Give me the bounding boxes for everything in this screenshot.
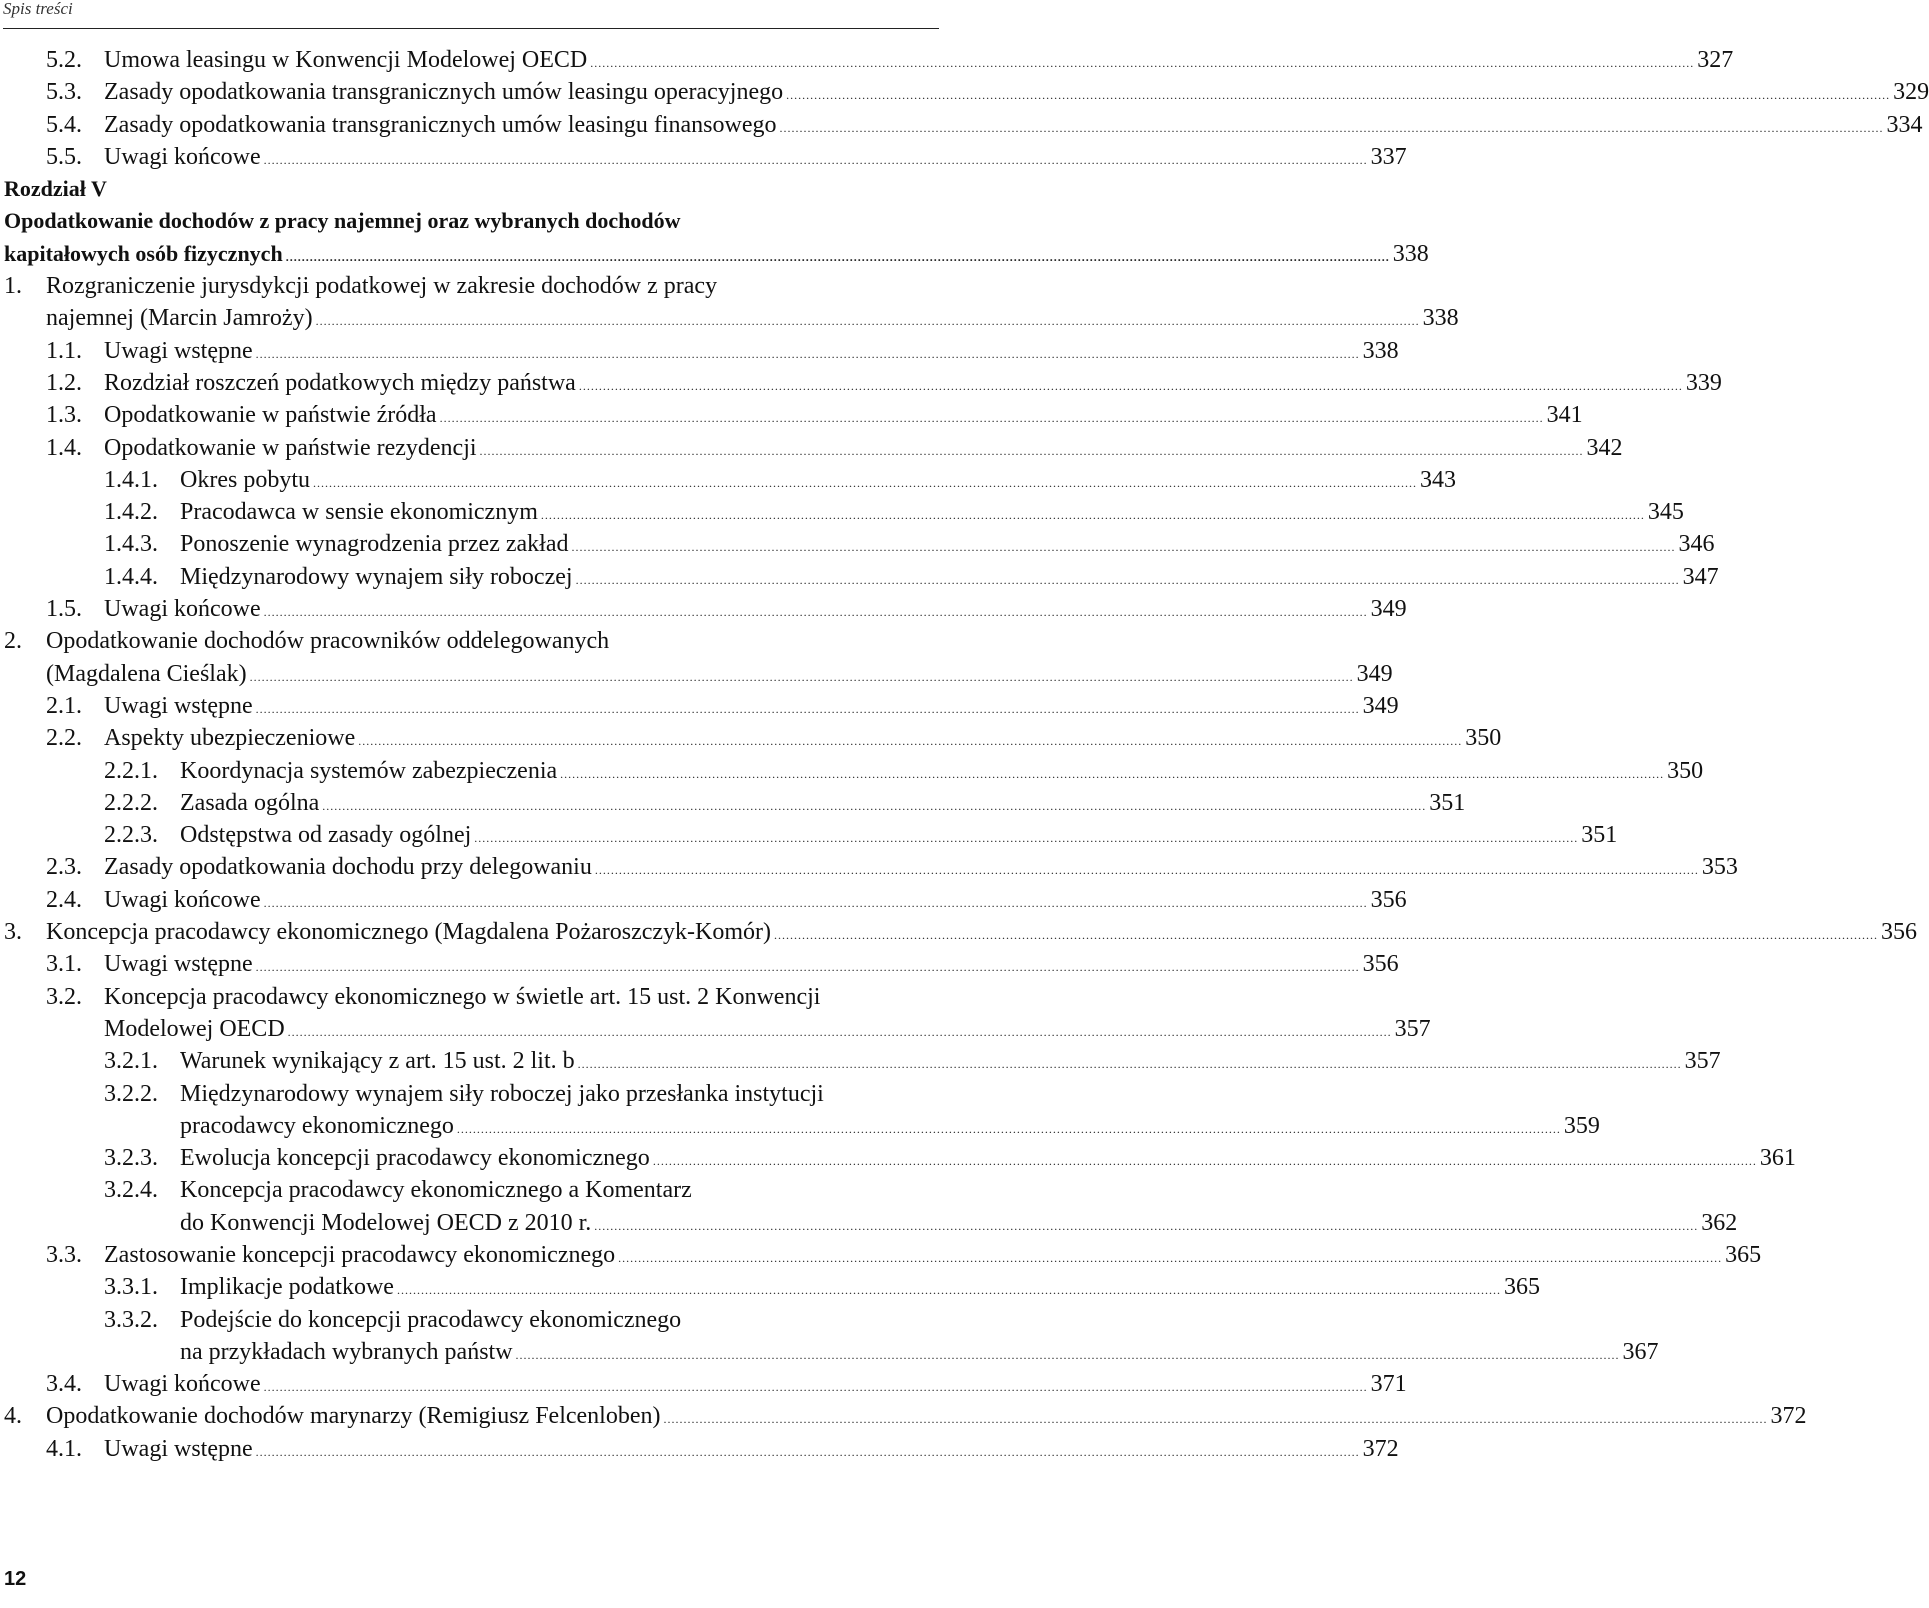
toc-entry-number: 3.2.1. (104, 1048, 158, 1075)
toc-entry[interactable] (0, 173, 960, 205)
toc-entry-page: 342 (1586, 434, 1623, 461)
dot-leader (516, 1348, 1620, 1362)
toc-entry-title-line: pracodawcy ekonomicznego (180, 1112, 454, 1139)
toc-entry[interactable] (0, 432, 1623, 464)
toc-entry-number: 1.4. (46, 434, 82, 461)
toc-entry[interactable] (0, 884, 1407, 916)
toc-entry-title (104, 884, 1407, 916)
toc-entry[interactable] (0, 141, 1407, 173)
toc-entry-title-line: Zasady opodatkowania dochodu przy delegowaniu (104, 854, 592, 881)
toc-entry[interactable] (0, 109, 1923, 141)
dot-leader (250, 670, 1354, 684)
toc-entry-page: 353 (1701, 854, 1738, 881)
toc-entry-page: 343 (1419, 466, 1456, 493)
toc-entry-title (104, 44, 1734, 76)
toc-entry[interactable] (0, 399, 1583, 431)
toc-entry-page: 356 (1370, 886, 1407, 913)
dot-leader (358, 734, 1462, 748)
dot-leader (256, 347, 1360, 361)
toc-entry-title-line: na przykładach wybranych państw (180, 1338, 513, 1365)
toc-entry-title-line: Odstępstwa od zasady ogólnej (180, 822, 472, 849)
toc-entry[interactable] (0, 755, 1704, 787)
toc-entry-page: 351 (1581, 822, 1618, 849)
toc-entry[interactable] (0, 270, 1459, 335)
toc-entry-title (104, 76, 1929, 108)
chapter-heading (4, 173, 936, 205)
toc-entry-title-line: Podejście do koncepcji pracodawcy ekonomicznego (180, 1306, 682, 1333)
toc-entry-page: 371 (1370, 1371, 1407, 1398)
toc-entry-title (180, 1078, 1600, 1143)
dot-leader (264, 896, 1368, 910)
toc-entry[interactable] (0, 76, 1929, 108)
dot-leader (397, 1283, 1501, 1297)
toc-entry[interactable] (0, 367, 1722, 399)
toc-entry-title (104, 981, 1431, 1046)
toc-entry-title-line: Modelowej OECD (104, 1015, 285, 1042)
toc-entry-title-line: Pracodawca w sensie ekonomicznym (180, 499, 538, 526)
toc-entry-page: 345 (1647, 499, 1684, 526)
toc-entry-page: 359 (1563, 1112, 1600, 1139)
toc-entry-title (104, 593, 1407, 625)
toc-entry-number: 2.2.1. (104, 757, 158, 784)
toc-entry-title-line: do Konwencji Modelowej OECD z 2010 r. (180, 1209, 592, 1236)
toc-entry[interactable] (0, 819, 1618, 851)
toc-entry-title (180, 1304, 1659, 1369)
toc-entry-number: 1.4.2. (104, 499, 158, 526)
toc-entry[interactable] (0, 625, 1393, 690)
dot-leader (256, 702, 1360, 716)
toc-entry-number: 4.1. (46, 1435, 82, 1462)
dot-leader (774, 928, 1878, 942)
toc-entry-number: 3.3. (46, 1241, 82, 1268)
toc-entry-page: 356 (1362, 951, 1399, 978)
dot-leader (264, 605, 1368, 619)
toc-entry-number: 2.3. (46, 854, 82, 881)
toc-entry-title-line: Uwagi końcowe (104, 886, 261, 913)
toc-entry-title (104, 851, 1738, 883)
toc-entry-title (180, 464, 1456, 496)
toc-entry-title (104, 432, 1623, 464)
dot-leader (579, 379, 1683, 393)
toc-entry-title-line: Koncepcja pracodawcy ekonomicznego (Magdalena Pożaroszczyk-Komór) (46, 919, 772, 946)
dot-leader (663, 1412, 1767, 1426)
toc-entry[interactable] (0, 496, 1684, 528)
toc-entry[interactable] (0, 851, 1738, 883)
toc-entry-page: 334 (1886, 111, 1923, 138)
dot-leader (256, 960, 1360, 974)
toc-entry-title-line: Ewolucja koncepcji pracodawcy ekonomicznego (180, 1145, 650, 1172)
toc-entry-number: 3.4. (46, 1371, 82, 1398)
table-of-contents (0, 44, 1929, 1465)
toc-entry[interactable] (0, 593, 1407, 625)
toc-entry-number: 5.2. (46, 47, 82, 73)
toc-entry-title-line: Rozgraniczenie jurysdykcji podatkowej w zakresie dochodów z pracy (46, 273, 718, 300)
toc-entry-title-line: Uwagi wstępne (104, 951, 253, 978)
toc-entry[interactable] (0, 948, 1399, 980)
toc-entry-title-line: Uwagi końcowe (104, 596, 261, 623)
toc-entry-title (104, 690, 1399, 722)
toc-entry-number: 4. (4, 1403, 22, 1430)
toc-entry-title (46, 625, 1393, 690)
toc-entry-title-line: Umowa leasingu w Konwencji Modelowej OECD (104, 47, 588, 73)
toc-entry-title (180, 1142, 1796, 1174)
toc-entry-page: 361 (1759, 1145, 1796, 1172)
toc-entry-title (180, 819, 1618, 851)
toc-entry-title (104, 722, 1502, 754)
toc-entry-page: 365 (1503, 1274, 1540, 1301)
toc-entry-page: 365 (1725, 1241, 1762, 1268)
toc-entry[interactable] (0, 561, 1719, 593)
toc-entry-page: 346 (1678, 531, 1715, 558)
toc-entry[interactable] (0, 1045, 1721, 1077)
toc-entry-number: 3.2.3. (104, 1145, 158, 1172)
toc-entry[interactable] (0, 1400, 1807, 1432)
dot-leader (322, 799, 1426, 813)
toc-entry-title (104, 1239, 1762, 1271)
dot-leader (618, 1251, 1722, 1265)
toc-entry-title-line: Uwagi wstępne (104, 1435, 253, 1462)
toc-entry-number: 3.1. (46, 951, 82, 978)
toc-entry[interactable] (0, 916, 1918, 948)
dot-leader (541, 508, 1645, 522)
toc-entry-number: 1.4.4. (104, 563, 158, 590)
dot-leader (264, 1380, 1368, 1394)
toc-entry-title-line: Implikacje podatkowe (180, 1274, 394, 1301)
dot-leader (590, 56, 1694, 70)
toc-entry-page: 350 (1667, 757, 1704, 784)
toc-entry-title (104, 948, 1399, 980)
dot-leader (457, 1122, 1561, 1136)
toc-entry-title-line: Aspekty ubezpieczeniowe (104, 725, 356, 752)
dot-leader (786, 88, 1890, 102)
toc-entry-number: 5.3. (46, 79, 82, 106)
toc-entry-title-line: Uwagi końcowe (104, 143, 261, 170)
toc-entry[interactable] (0, 690, 1399, 722)
dot-leader (286, 250, 1390, 264)
dot-leader (595, 863, 1699, 877)
toc-entry-number: 2.2.3. (104, 822, 158, 849)
toc-entry-title-line: Zasada ogólna (180, 789, 320, 816)
chapter-heading (4, 205, 1429, 270)
toc-entry[interactable] (0, 981, 1431, 1046)
toc-entry-title-line: Opodatkowanie dochodów marynarzy (Remigiusz Felcenloben) (46, 1403, 661, 1430)
toc-entry-title (180, 561, 1719, 593)
toc-entry-page: 338 (1422, 305, 1459, 332)
toc-entry-title-line: Warunek wynikający z art. 15 ust. 2 lit. b (180, 1048, 575, 1075)
toc-entry-title-line: Koordynacja systemów zabezpieczenia (180, 757, 558, 784)
toc-entry-title-line: Międzynarodowy wynajem siły roboczej (180, 563, 573, 590)
dot-leader (594, 1219, 1698, 1233)
toc-entry-number: 1. (4, 273, 22, 300)
toc-entry-title (180, 496, 1684, 528)
toc-entry-number: 2.1. (46, 692, 82, 719)
running-header (3, 0, 939, 29)
toc-entry-title-line: Okres pobytu (180, 466, 310, 493)
dot-leader (313, 476, 1417, 490)
toc-entry-title-line: najemnej (Marcin Jamroży) (46, 305, 313, 332)
toc-entry[interactable] (0, 464, 1456, 496)
toc-entry-title (180, 755, 1704, 787)
toc-entry-number: 1.5. (46, 596, 82, 623)
toc-entry-title-line: kapitałowych osób fizycznych (4, 240, 283, 266)
toc-entry-page: 372 (1770, 1403, 1807, 1430)
toc-entry-title (180, 1271, 1540, 1303)
toc-entry-title-line: Koncepcja pracodawcy ekonomicznego a Komentarz (180, 1177, 692, 1204)
toc-entry-page: 372 (1362, 1435, 1399, 1462)
toc-entry-number: 1.4.3. (104, 531, 158, 558)
dot-leader (576, 573, 1680, 587)
dot-leader (440, 411, 1544, 425)
dot-leader (578, 1057, 1682, 1071)
running-title: Spis treści (3, 0, 73, 18)
toc-entry-title-line: Ponoszenie wynagrodzenia przez zakład (180, 531, 569, 558)
toc-entry-title (104, 335, 1399, 367)
toc-entry-title-line: Koncepcja pracodawcy ekonomicznego w świetle art. 15 ust. 2 Konwencji (104, 983, 821, 1010)
toc-entry-title-line: Uwagi wstępne (104, 692, 253, 719)
toc-entry-title (46, 1400, 1807, 1432)
toc-entry-number: 3.2.2. (104, 1080, 158, 1107)
toc-entry-number: 3.3.2. (104, 1306, 158, 1333)
toc-entry-page: 327 (1697, 47, 1734, 73)
toc-entry-title-line: Międzynarodowy wynajem siły roboczej jako przesłanka instytucji (180, 1080, 824, 1107)
toc-entry[interactable] (0, 1239, 1762, 1271)
toc-entry-page: 339 (1685, 369, 1722, 396)
dot-leader (316, 314, 1420, 328)
dot-leader (264, 153, 1368, 167)
toc-entry-title (104, 367, 1722, 399)
toc-entry-title-line: Zasady opodatkowania transgranicznych umów leasingu operacyjnego (104, 79, 784, 106)
toc-entry-page: 351 (1429, 789, 1466, 816)
toc-entry-title-line: Zastosowanie koncepcji pracodawcy ekonomicznego (104, 1241, 616, 1268)
toc-entry[interactable] (0, 1271, 1540, 1303)
toc-entry-title (180, 528, 1715, 560)
toc-entry-number: 5.4. (46, 111, 82, 138)
toc-entry-number: 2.2.2. (104, 789, 158, 816)
toc-entry-page: 356 (1881, 919, 1918, 946)
toc-entry[interactable] (0, 722, 1502, 754)
toc-entry-title-line: Rozdział V (4, 176, 107, 202)
toc-entry-number: 2.2. (46, 725, 82, 752)
toc-entry[interactable] (0, 1142, 1796, 1174)
toc-entry-number: 2.4. (46, 886, 82, 913)
toc-entry-page: 329 (1893, 79, 1929, 106)
toc-entry-title-line: (Magdalena Cieślak) (46, 660, 247, 687)
toc-entry-title-line: Opodatkowanie dochodów pracowników oddelegowanych (46, 628, 610, 655)
dot-leader (256, 1445, 1360, 1459)
toc-entry-title (104, 141, 1407, 173)
toc-entry-number: 2. (4, 628, 22, 655)
toc-entry-number: 1.1. (46, 337, 82, 364)
toc-entry-number: 3.3.1. (104, 1274, 158, 1301)
toc-entry-number: 3.2. (46, 983, 82, 1010)
toc-entry[interactable] (0, 205, 1429, 270)
toc-entry-title-line: Opodatkowanie w państwie rezydencji (104, 434, 477, 461)
toc-entry-page: 338 (1392, 240, 1429, 267)
toc-entry-number: 3. (4, 919, 22, 946)
dot-leader (288, 1025, 1392, 1039)
page-number: 12 (4, 1568, 27, 1590)
dot-leader (560, 767, 1664, 781)
toc-entry-title (104, 1433, 1399, 1465)
toc-entry-title-line: Rozdział roszczeń podatkowych między państwa (104, 369, 576, 396)
toc-entry-page: 349 (1370, 596, 1407, 623)
toc-entry-title-line: Zasady opodatkowania transgranicznych umów leasingu finansowego (104, 111, 777, 138)
toc-entry-title (180, 787, 1466, 819)
toc-entry-number: 1.3. (46, 402, 82, 429)
toc-entry-title (104, 109, 1923, 141)
toc-entry-page: 349 (1362, 692, 1399, 719)
toc-entry-page: 341 (1546, 402, 1583, 429)
toc-entry[interactable] (0, 1174, 1738, 1239)
toc-entry-page: 337 (1370, 143, 1407, 170)
toc-entry[interactable] (0, 1433, 1399, 1465)
toc-entry[interactable] (0, 528, 1715, 560)
toc-entry-title (104, 1368, 1407, 1400)
toc-entry[interactable] (0, 1078, 1600, 1143)
toc-entry-title-line: Opodatkowanie w państwie źródła (104, 402, 437, 429)
toc-entry-number: 3.2.4. (104, 1177, 158, 1204)
toc-entry[interactable] (0, 44, 1734, 76)
toc-entry-page: 362 (1701, 1209, 1738, 1236)
toc-entry-page: 347 (1682, 563, 1719, 590)
toc-entry[interactable] (0, 1368, 1407, 1400)
toc-entry-page: 350 (1465, 725, 1502, 752)
dot-leader (572, 540, 1676, 554)
toc-entry-title-line: Uwagi wstępne (104, 337, 253, 364)
toc-entry-number: 5.5. (46, 143, 82, 170)
toc-entry-number: 1.4.1. (104, 466, 158, 493)
toc-entry[interactable] (0, 787, 1466, 819)
dot-leader (480, 444, 1584, 458)
toc-entry-title (104, 399, 1583, 431)
toc-entry[interactable] (0, 335, 1399, 367)
toc-entry-page: 338 (1362, 337, 1399, 364)
toc-entry-page: 349 (1356, 660, 1393, 687)
toc-entry-title (180, 1045, 1721, 1077)
toc-entry-number: 1.2. (46, 369, 82, 396)
toc-entry-title (180, 1174, 1738, 1239)
toc-entry-page: 367 (1622, 1338, 1659, 1365)
toc-entry-page: 357 (1684, 1048, 1721, 1075)
toc-entry[interactable] (0, 1304, 1659, 1369)
toc-entry-title (46, 916, 1918, 948)
dot-leader (474, 831, 1578, 845)
toc-entry-title-line: Opodatkowanie dochodów z pracy najemnej oraz wybranych dochodów (4, 208, 681, 234)
dot-leader (653, 1154, 1757, 1168)
toc-entry-page: 357 (1394, 1015, 1431, 1042)
toc-entry-title-line: Uwagi końcowe (104, 1371, 261, 1398)
toc-entry-title (46, 270, 1459, 335)
dot-leader (779, 121, 1883, 135)
